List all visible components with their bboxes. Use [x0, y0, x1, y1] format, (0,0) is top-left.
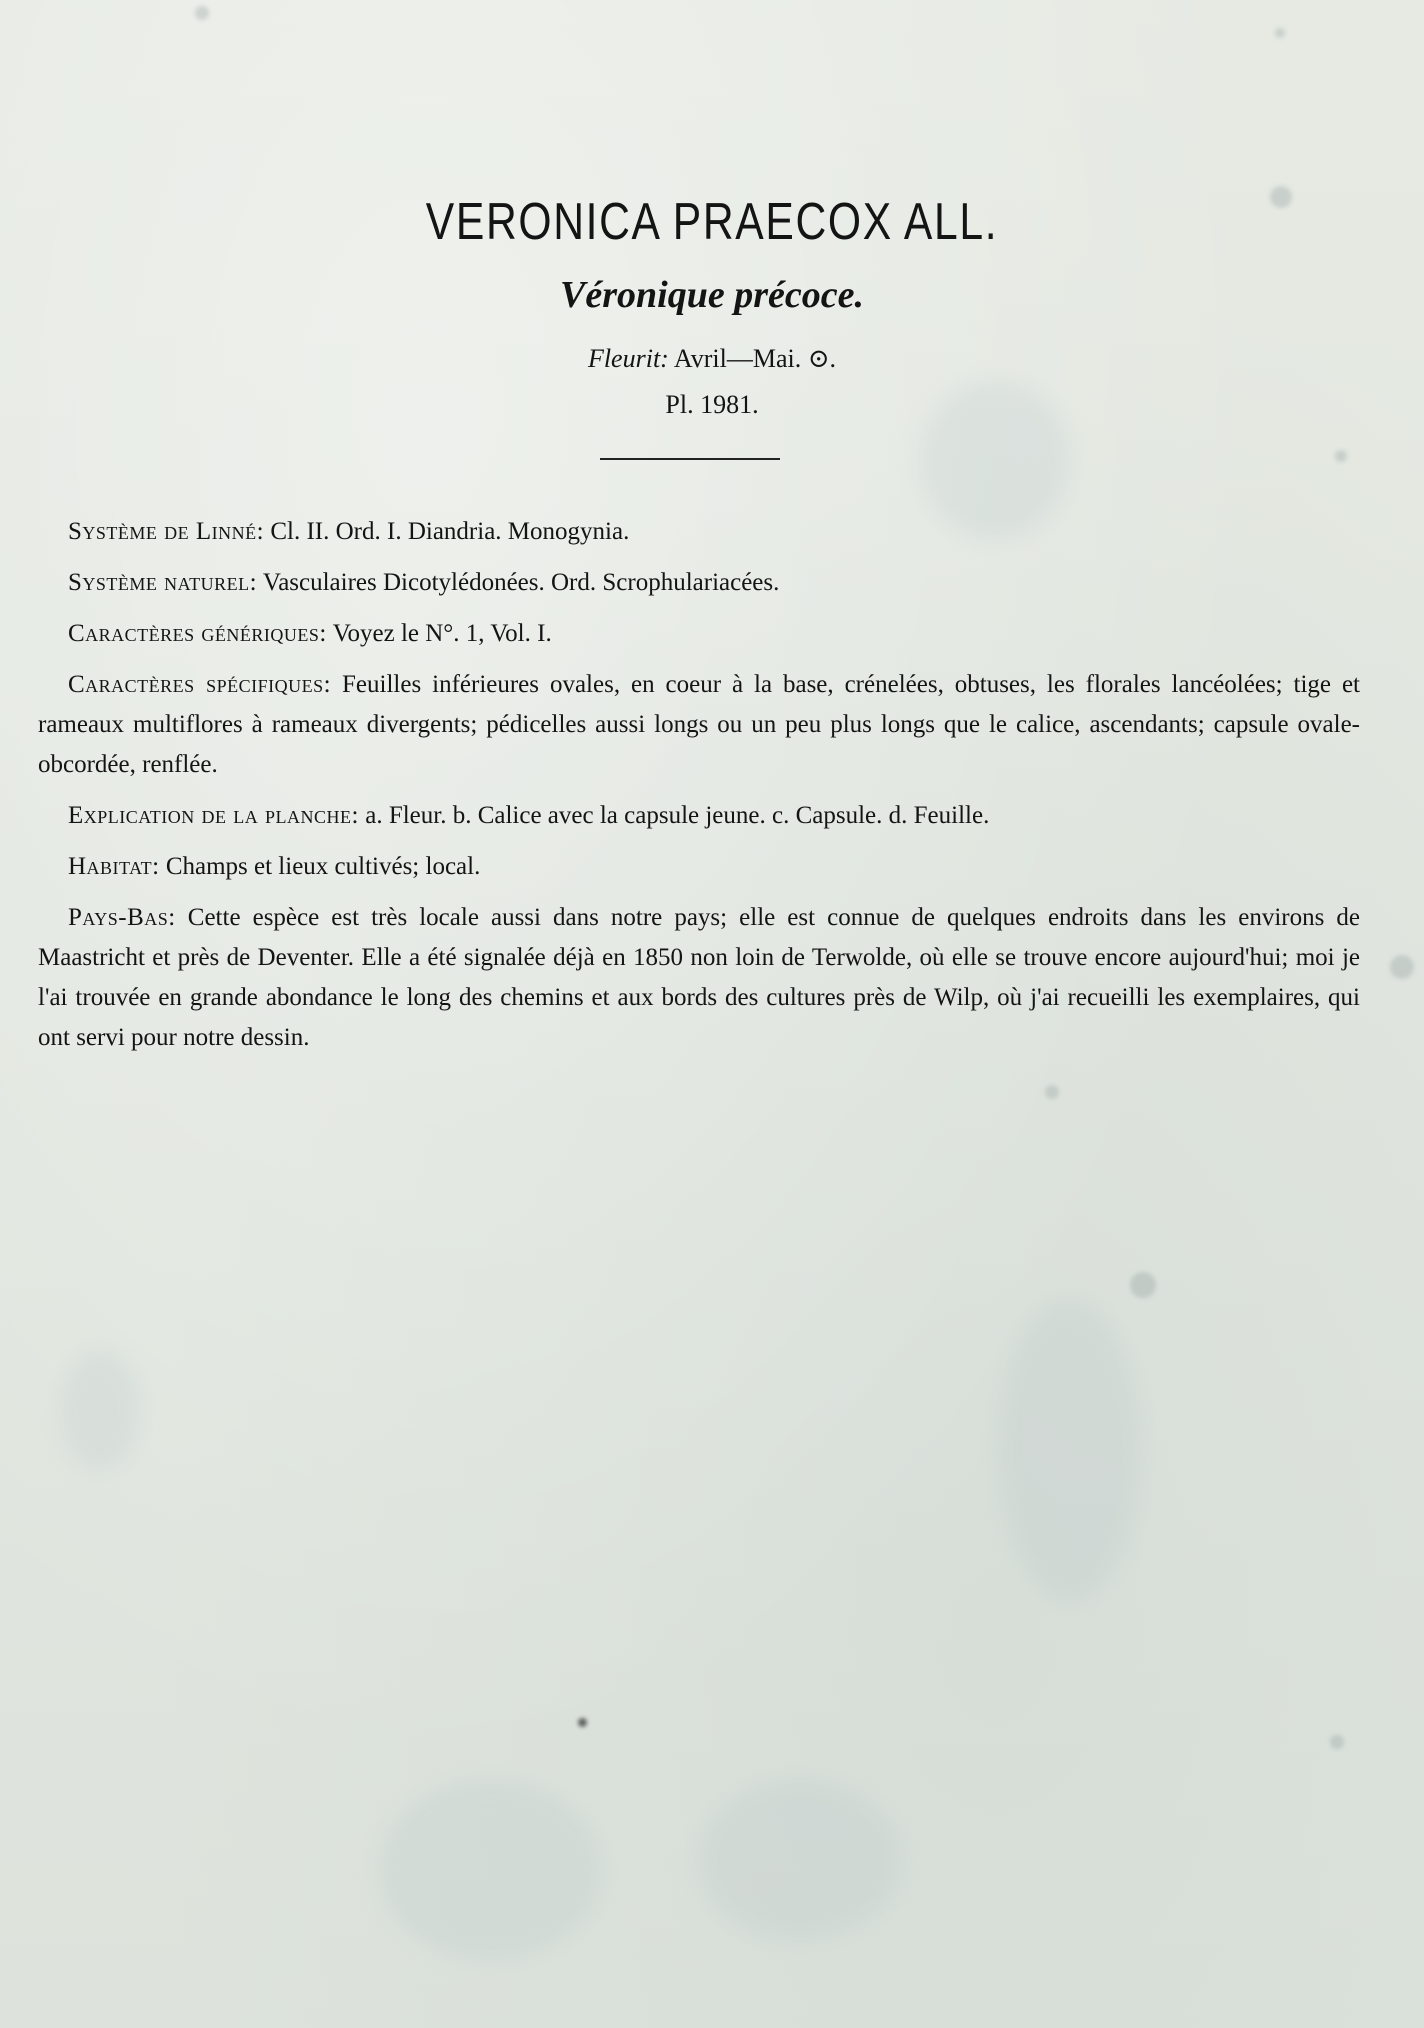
section-text: Vasculaires Dicotylédonées. Ord. Scrophulariacées.	[262, 569, 780, 596]
section-text: Champs et lieux cultivés; local.	[165, 853, 481, 880]
section-habitat	[38, 847, 1360, 887]
flowering-line	[0, 344, 1424, 374]
page-subtitle: Véronique précoce.	[560, 274, 864, 316]
bleed-through	[60, 1350, 140, 1470]
paper-spot	[1045, 1085, 1059, 1099]
plate-number: Pl. 1981.	[665, 390, 759, 419]
divider-rule	[600, 458, 780, 460]
section-label: Habitat:	[68, 853, 160, 880]
flowering-value: Avril—Mai. ⊙.	[673, 344, 837, 373]
page-title: VERONICA PRAECOX ALL.	[425, 193, 999, 251]
description-body	[38, 512, 1360, 1069]
section-label: Pays-Bas:	[68, 904, 176, 931]
section-text: Voyez le N°. 1, Vol. I.	[332, 620, 552, 647]
paper-spot	[1130, 1272, 1156, 1298]
paper-spot	[1275, 28, 1285, 38]
section-netherlands	[38, 898, 1360, 1058]
paper-spot	[1330, 1735, 1344, 1749]
section-plate-explanation	[38, 796, 1360, 836]
section-label: Système naturel:	[68, 569, 258, 596]
section-label: Caractères spécifiques:	[68, 671, 332, 698]
section-natural-system	[38, 563, 1360, 603]
paper-spot	[1335, 450, 1347, 462]
paper-spot	[578, 1718, 587, 1727]
flowering-label: Fleurit:	[587, 344, 669, 373]
section-generic-characters	[38, 614, 1360, 654]
paper-spot	[1390, 955, 1414, 979]
section-specific-characters	[38, 665, 1360, 785]
section-label: Explication de la planche:	[68, 802, 359, 829]
section-linnaeus	[38, 512, 1360, 552]
section-text: Cette espèce est très locale aussi dans notre pays; elle est connue de quelques endroits dans les environs de Maastricht et près de Deventer. Elle a été signalée déjà en 1850 non loin de Terwolde, où elle se trouve encore aujourd'hui; moi je l'ai trouvée en grande abondance le long des chemins et aux bords des cultures près de Wilp, où j'ai recueilli les exemplaires, qui ont servi pour notre dessin.	[38, 904, 1360, 1051]
section-label: Caractères génériques:	[68, 620, 327, 647]
section-text: Feuilles inférieures ovales, en coeur à la base, crénelées, obtuses, les florales lancéolées; tige et rameaux multiflores à rameaux divergents; pédicelles aussi longs ou un peu plus longs que le calice, ascendants; capsule ovale-obcordée, renflée.	[38, 671, 1360, 778]
section-text: a. Fleur. b. Calice avec la capsule jeune. c. Capsule. d. Feuille.	[365, 802, 990, 829]
bleed-through	[700, 1780, 900, 1940]
bleed-through	[380, 1780, 600, 1960]
section-text: Cl. II. Ord. I. Diandria. Monogynia.	[270, 518, 630, 545]
paper-spot	[195, 6, 209, 20]
section-label: Système de Linné:	[68, 518, 265, 545]
bleed-through	[1000, 1300, 1140, 1600]
